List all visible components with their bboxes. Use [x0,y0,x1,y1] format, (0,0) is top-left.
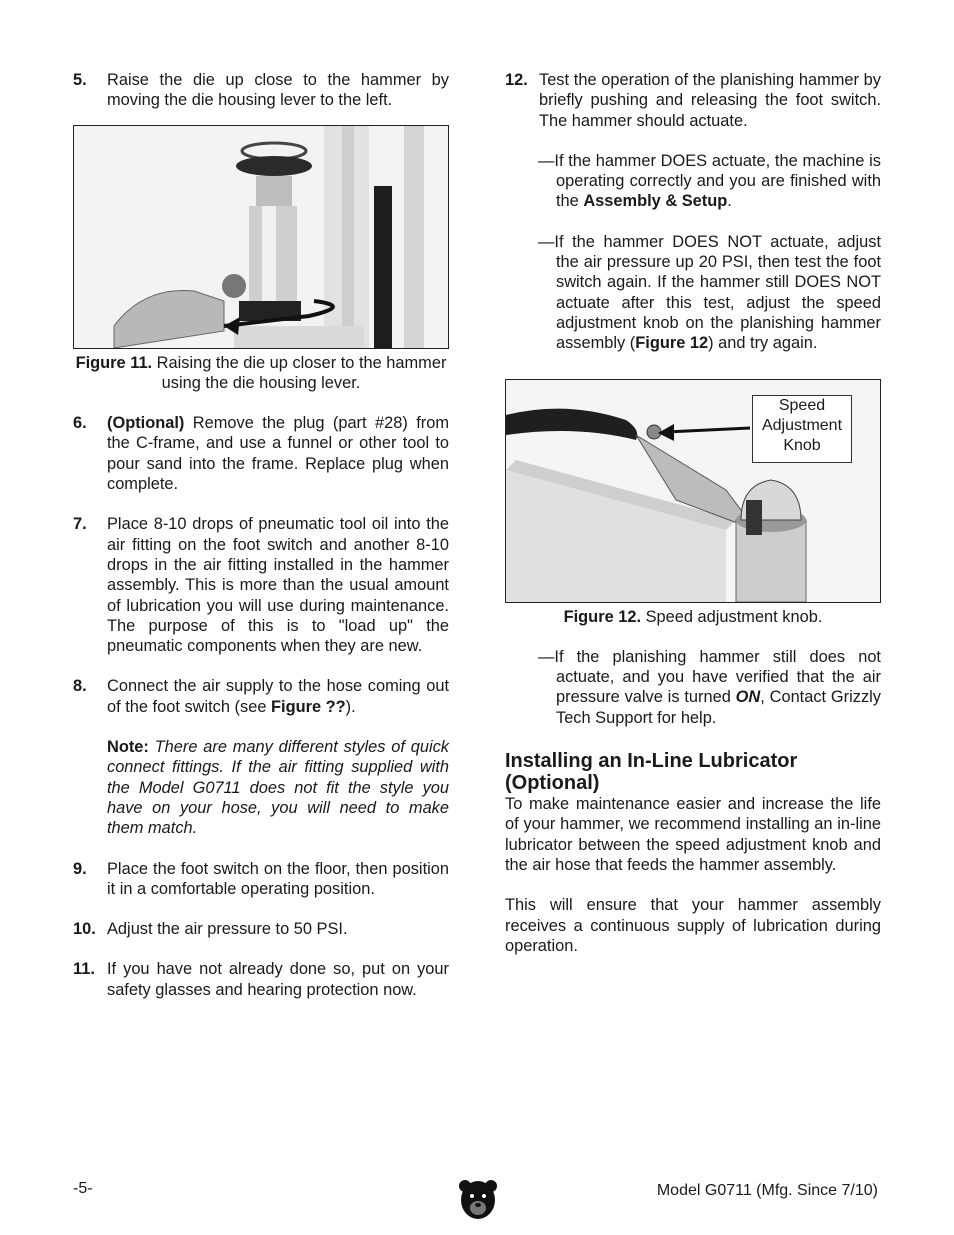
step-text: Place the foot switch on the floor, then position it in a comfortable operating position. [107,859,449,898]
sub-text-end: ) and try again. [708,334,818,353]
bear-logo-icon [458,1178,498,1222]
sub-text: —If the hammer DOES NOT actuate, adjust the air pressure up 20 PSI, then test the foot switch again. If the hammer still DOES NOT actuate after this test, adjust the speed adjustment knob on the planishing hammer assembly ( [538,232,881,353]
sub-text-end: . [727,192,732,211]
figure-ref: Figure ?? [271,697,346,716]
step-number: 8. [73,677,87,696]
step-9 [73,859,449,900]
step-text: Test the operation of the planishing hammer by briefly pushing and releasing the foot switch. The hammer should actuate. [539,71,881,130]
sub-text: —If the planishing hammer still does not actuate, and you have verified that the air pressure valve is turned [538,647,881,707]
step-text: Adjust the air pressure to 50 PSI. [107,920,348,939]
on-emphasis: ON [735,688,761,707]
sub-step-actuates [505,151,881,212]
step-11 [73,959,449,1000]
figure-11-caption [73,353,449,394]
step-7 [73,514,449,656]
hammer-die-photo [74,126,449,348]
step-text: If you have not already done so, put on your safety glasses and hearing protection now. [107,960,449,999]
optional-label: (Optional) [107,414,185,433]
step-6 [73,413,449,494]
sub-step-contact-support [505,647,881,728]
step-10 [73,919,449,939]
paragraph-lubricator-intro: To make maintenance easier and increase the life of your hammer, we recommend installing an in-line lubricator between the speed adjustment knob and the air hose that feeds the hammer assembly. [505,795,881,874]
grizzly-logo [458,1178,498,1222]
speed-knob-callout [752,395,852,463]
callout-line-1: Speed [778,396,826,414]
step-text-end: ). [345,697,356,716]
figure-label: Figure 11. [75,353,153,372]
left-column [73,70,449,1000]
figure-12-image [505,379,881,603]
heading-line-1: Installing an In-Line Lubricator [505,750,798,773]
figure-11-image [73,125,449,349]
step-text: Place 8-10 drops of pneumatic tool oil into the air fitting on the foot switch and another 8-10 drops in the air fitting installed in the hammer assembly. This is more than the usual amount of lubrication you will use during maintenance. The purpose of this is to "load up" the pneumatic components when they are new. [107,515,449,656]
paragraph-lubricator-benefit: This will ensure that your hammer assembly receives a continuous supply of lubrication during operation. [505,896,881,955]
step-8 [73,676,449,717]
step-12 [505,70,881,131]
step-text: Connect the air supply to the hose coming out of the foot switch (see [107,677,449,716]
figure-label: Figure 12. [563,607,642,626]
note [73,737,449,838]
step-number: 6. [73,414,87,433]
step-text: Raise the die up close to the hammer by moving the die housing lever to the left. [107,71,449,110]
step-text: Remove the plug (part #28) from the C-frame, and use a funnel or other tool to pour sand into the frame. Replace plug when complete. [107,414,449,494]
step-number: 5. [73,71,87,89]
caption-text: Speed adjustment knob. [641,607,823,626]
page-number: -5- [73,1180,93,1197]
sub-text-end: , Contact Grizzly Tech Support for help. [556,688,881,727]
step-number: 7. [73,515,87,534]
note-label: Note: [107,738,149,757]
step-number: 9. [73,859,87,878]
step-number: 12. [505,71,528,89]
note-text: There are many different styles of quick connect fittings. If the air fitting supplied with the Model G0711 does not fit the style you have on your hose, you will need to make them match. [107,738,449,838]
sub-step-not-actuates [505,232,881,354]
sub-text: —If the hammer DOES actuate, the machine is operating correctly and you are finished with the [538,151,881,211]
section-ref: Assembly & Setup [583,192,728,211]
right-column [505,70,881,956]
section-heading [505,750,881,794]
heading-line-2: (Optional) [505,772,600,795]
callout-line-2: Adjustment [761,416,843,434]
callout-line-3: Knob [783,436,821,454]
figure-12-caption [505,607,881,627]
figure-ref: Figure 12 [635,334,709,353]
step-number: 10. [73,920,96,939]
model-info: Model G0711 (Mfg. Since 7/10) [656,1182,878,1199]
step-5 [73,70,449,111]
caption-text: Raising the die up closer to the hammer using the die housing lever. [152,353,447,392]
step-number: 11. [73,960,95,979]
